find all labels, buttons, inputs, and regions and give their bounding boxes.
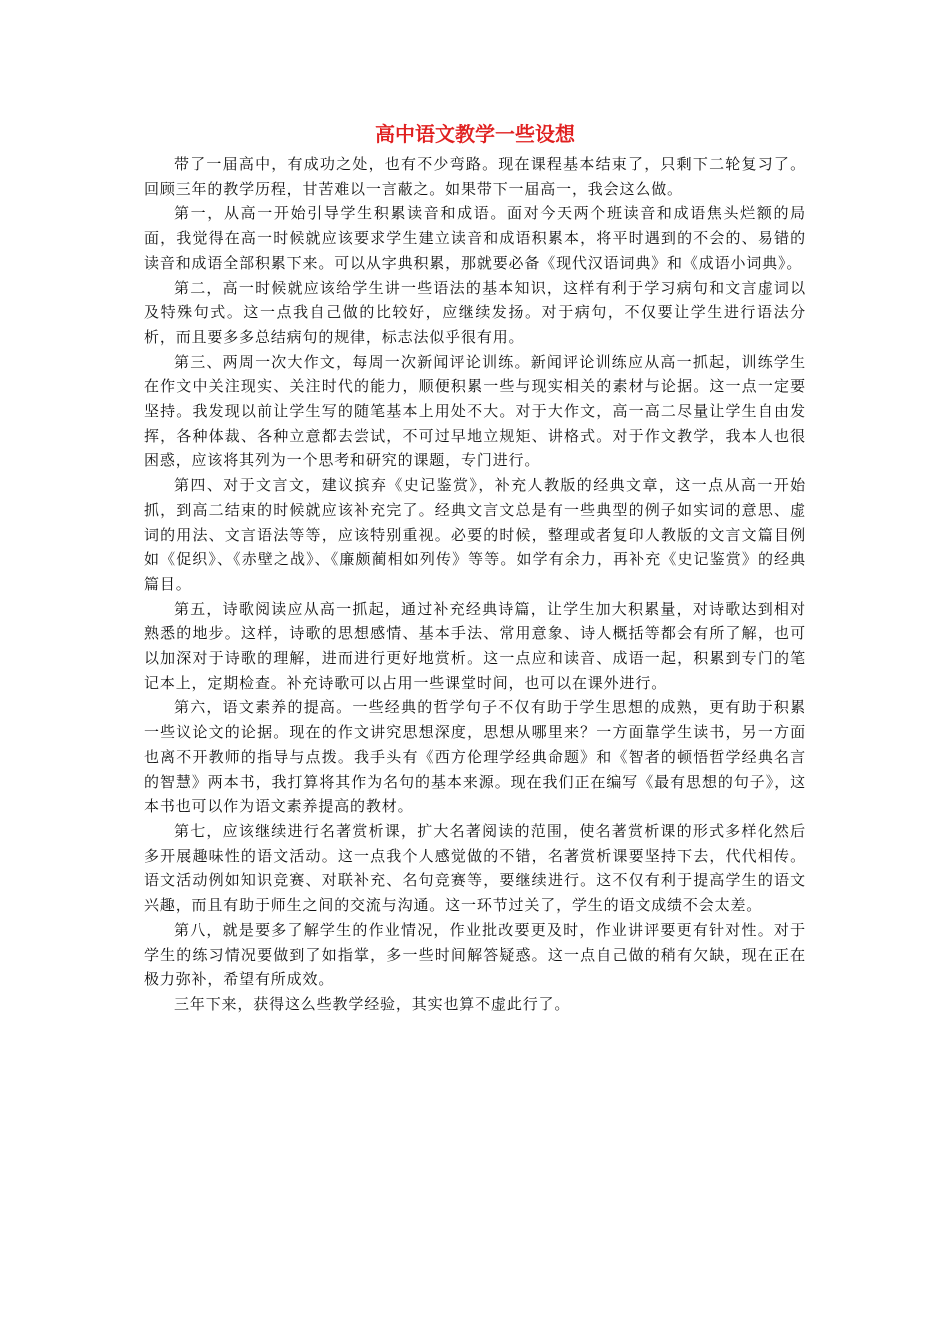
document-page (144, 117, 806, 1017)
paragraph-point-2: 第二，高一时候就应该给学生讲一些语法的基本知识，这样有利于学习病句和文言虚词以及特殊句式。这一点我自己做的比较好，应继续发扬。对于病句，不仅要让学生进行语法分析，而且要多多总结病句的规律，标志法似乎很有用。 (144, 278, 806, 346)
paragraph-point-3: 第三、两周一次大作文，每周一次新闻评论训练。新闻评论训练应从高一抓起，训练学生在作文中关注现实、关注时代的能力，顺便积累一些与现实相关的素材与论据。这一点一定要坚持。我发现以前让学生写的随笔基本上用处不大。对于大作文，高一高二尽量让学生自由发挥，各种体裁、各种立意都去尝试，不可过早地立规矩、讲格式。对于作文教学，我本人也很困惑，应该将其列为一个思考和研究的课题，专门进行。 (144, 352, 806, 470)
paragraph-point-6: 第六，语文素养的提高。一些经典的哲学句子不仅有助于学生思想的成熟，更有助于积累一些议论文的论据。现在的作文讲究思想深度，思想从哪里来？一方面靠学生读书，另一方面也离不开教师的指导与点拨。我手头有《西方伦理学经典命题》和《智者的顿悟哲学经典名言的智慧》两本书，我打算将其作为名句的基本来源。现在我们正在编写《最有思想的句子》，这本书也可以作为语文素养提高的教材。 (144, 698, 806, 816)
paragraph-point-4: 第四、对于文言文，建议摈弃《史记鉴赏》，补充人教版的经典文章，这一点从高一开始抓，到高二结束的时候就应该补充完了。经典文言文总是有一些典型的例子如实词的意思、虚词的用法、文言语法等等，应该特别重视。必要的时候，整理或者复印人教版的文言文篇目例如《促织》、《赤壁之战》、《廉颇蔺相如列传》等等。如学有余力，再补充《史记鉴赏》的经典篇目。 (144, 476, 806, 593)
paragraph-conclusion: 三年下来，获得这么些教学经验，其实也算不虚此行了。 (174, 994, 571, 1013)
paragraph-point-5: 第五，诗歌阅读应从高一抓起，通过补充经典诗篇，让学生加大积累量，对诗歌达到相对熟悉的地步。这样，诗歌的思想感情、基本手法、常用意象、诗人概括等都会有所了解，也可以加深对于诗歌的理解，进而进行更好地赏析。这一点应和读音、成语一起，积累到专门的笔记本上，定期检查。补充诗歌可以占用一些课堂时间，也可以在课外进行。 (144, 599, 806, 692)
paragraph-point-7: 第七，应该继续进行名著赏析课，扩大名著阅读的范围，使名著赏析课的形式多样化然后多开展趣味性的语文活动。这一点我个人感觉做的不错，名著赏析课要坚持下去，代代相传。语文活动例如知识竞赛、对联补充、名句竞赛等，要继续进行。这不仅有利于提高学生的语文兴趣，而且有助于师生之间的交流与沟通。这一环节过关了，学生的语文成绩不会太差。 (144, 821, 806, 915)
document-title: 高中语文教学一些设想 (375, 122, 575, 146)
paragraph-intro: 带了一届高中，有成功之处，也有不少弯路。现在课程基本结束了，只剩下二轮复习了。回顾三年的教学历程，甘苦难以一言蔽之。如果带下一届高一，我会这么做。 (144, 155, 806, 198)
paragraph-point-1: 第一，从高一开始引导学生积累读音和成语。面对今天两个班读音和成语焦头烂额的局面，我觉得在高一时候就应该要求学生建立读音和成语积累本，将平时遇到的不会的、易错的读音和成语全部积累下来。可以从字典积累，那就要必备《现代汉语词典》和《成语小词典》。 (144, 204, 806, 272)
paragraph-point-8: 第八，就是要多了解学生的作业情况，作业批改要更及时，作业讲评要更有针对性。对于学生的练习情况要做到了如指掌，多一些时间解答疑惑。这一点自己做的稍有欠缺，现在正在极力弥补，希望有所成效。 (144, 920, 806, 989)
document-body (144, 152, 806, 1017)
